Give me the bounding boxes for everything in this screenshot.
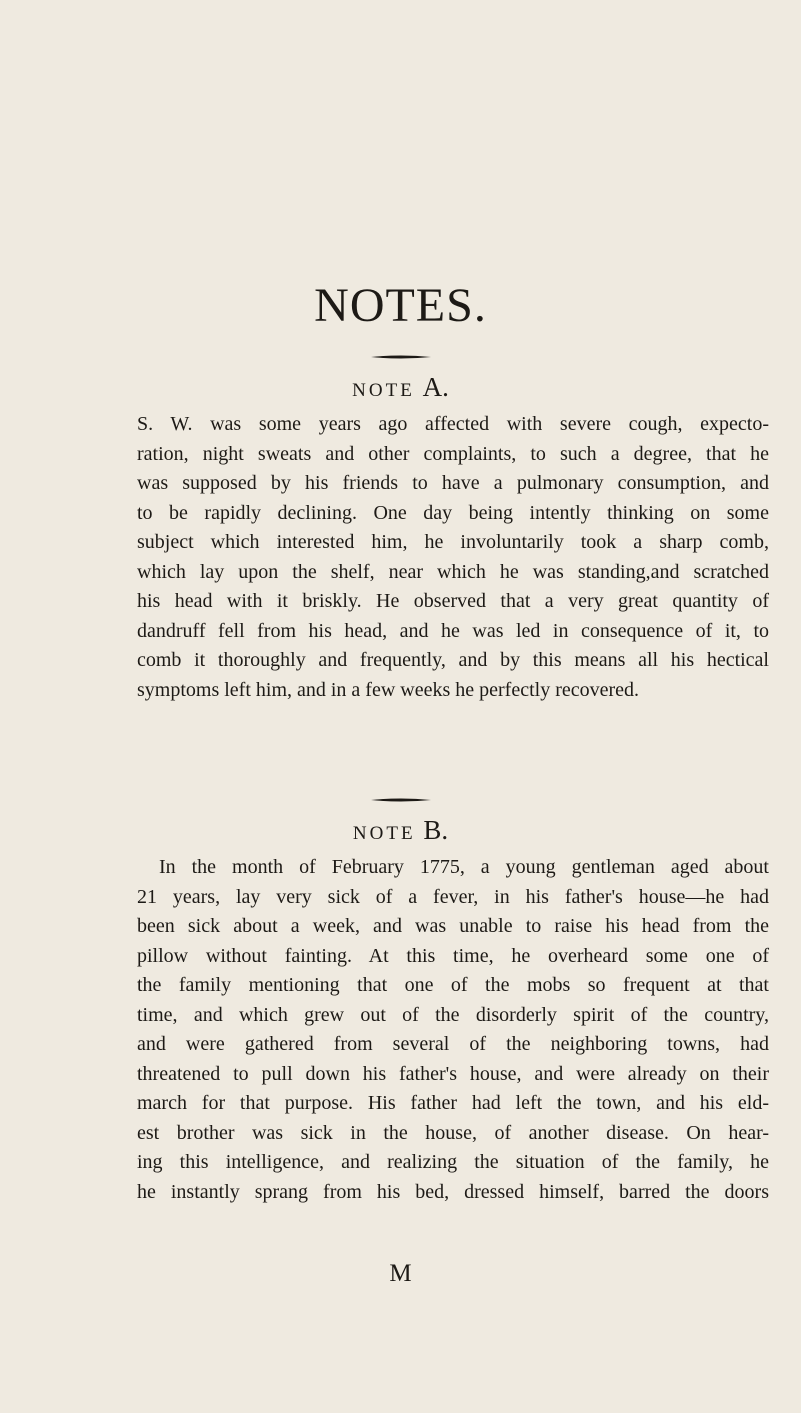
text-line: march for that purpose. His father had left the town, and his eld- bbox=[137, 1092, 769, 1114]
note-b-text bbox=[137, 853, 769, 1207]
text-line: and were gathered from several of the neighboring towns, had bbox=[137, 1033, 769, 1055]
text-line: subject which interested him, he involuntarily took a sharp comb, bbox=[137, 531, 769, 553]
note-a-letter: A. bbox=[422, 372, 449, 402]
text-line: time, and which grew out of the disorderly spirit of the country, bbox=[137, 1003, 769, 1026]
text-line: est brother was sick in the house, of another disease. On hear- bbox=[137, 1121, 769, 1144]
text-line: the family mentioning that one of the mobs so frequent at that bbox=[137, 974, 769, 996]
ornamental-rule-top bbox=[0, 348, 801, 366]
page-title: NOTES. bbox=[314, 279, 487, 332]
text-line: to be rapidly declining. One day being intently thinking on some bbox=[137, 501, 769, 524]
text-line: In the month of February 1775, a young gentleman aged about bbox=[159, 856, 769, 878]
rule-ornament-icon bbox=[371, 353, 431, 361]
text-line: ration, night sweats and other complaints, to such a degree, that he bbox=[137, 442, 769, 465]
note-a-label: NOTE bbox=[352, 380, 415, 401]
text-line: pillow without fainting. At this time, he overheard some one of bbox=[137, 944, 769, 967]
note-b-label: NOTE bbox=[352, 823, 416, 844]
note-a-text bbox=[137, 410, 769, 705]
text-line: he instantly sprang from his bed, dressed himself, barred the doors bbox=[137, 1180, 769, 1203]
text-line: ing this intelligence, and realizing the situation of the family, he bbox=[137, 1151, 769, 1173]
text-line: dandruff fell from his head, and he was led in consequence of it, to bbox=[137, 619, 769, 642]
text-line: his head with it briskly. He observed that a very great quantity of bbox=[137, 590, 769, 612]
signature-mark: M bbox=[389, 1260, 412, 1287]
text-line: was supposed by his friends to have a pulmonary consumption, and bbox=[137, 472, 769, 494]
text-line: which lay upon the shelf, near which he was standing,and scratched bbox=[137, 560, 769, 583]
ornamental-rule-middle bbox=[0, 791, 801, 809]
text-line: threatened to pull down his father's house, and were already on their bbox=[137, 1062, 769, 1085]
note-b-heading bbox=[0, 815, 801, 846]
text-line: 21 years, lay very sick of a fever, in his father's house—he had bbox=[137, 885, 769, 908]
note-a-heading bbox=[0, 372, 801, 403]
text-line: S. W. was some years ago affected with severe cough, expecto- bbox=[137, 413, 769, 435]
rule-ornament-icon bbox=[371, 796, 431, 804]
text-line: comb it thoroughly and frequently, and by this means all his hectical bbox=[137, 649, 769, 671]
text-line: been sick about a week, and was unable to raise his head from the bbox=[137, 915, 769, 937]
text-line: symptoms left him, and in a few weeks he perfectly recovered. bbox=[137, 678, 640, 701]
note-b-letter: B. bbox=[423, 815, 449, 845]
